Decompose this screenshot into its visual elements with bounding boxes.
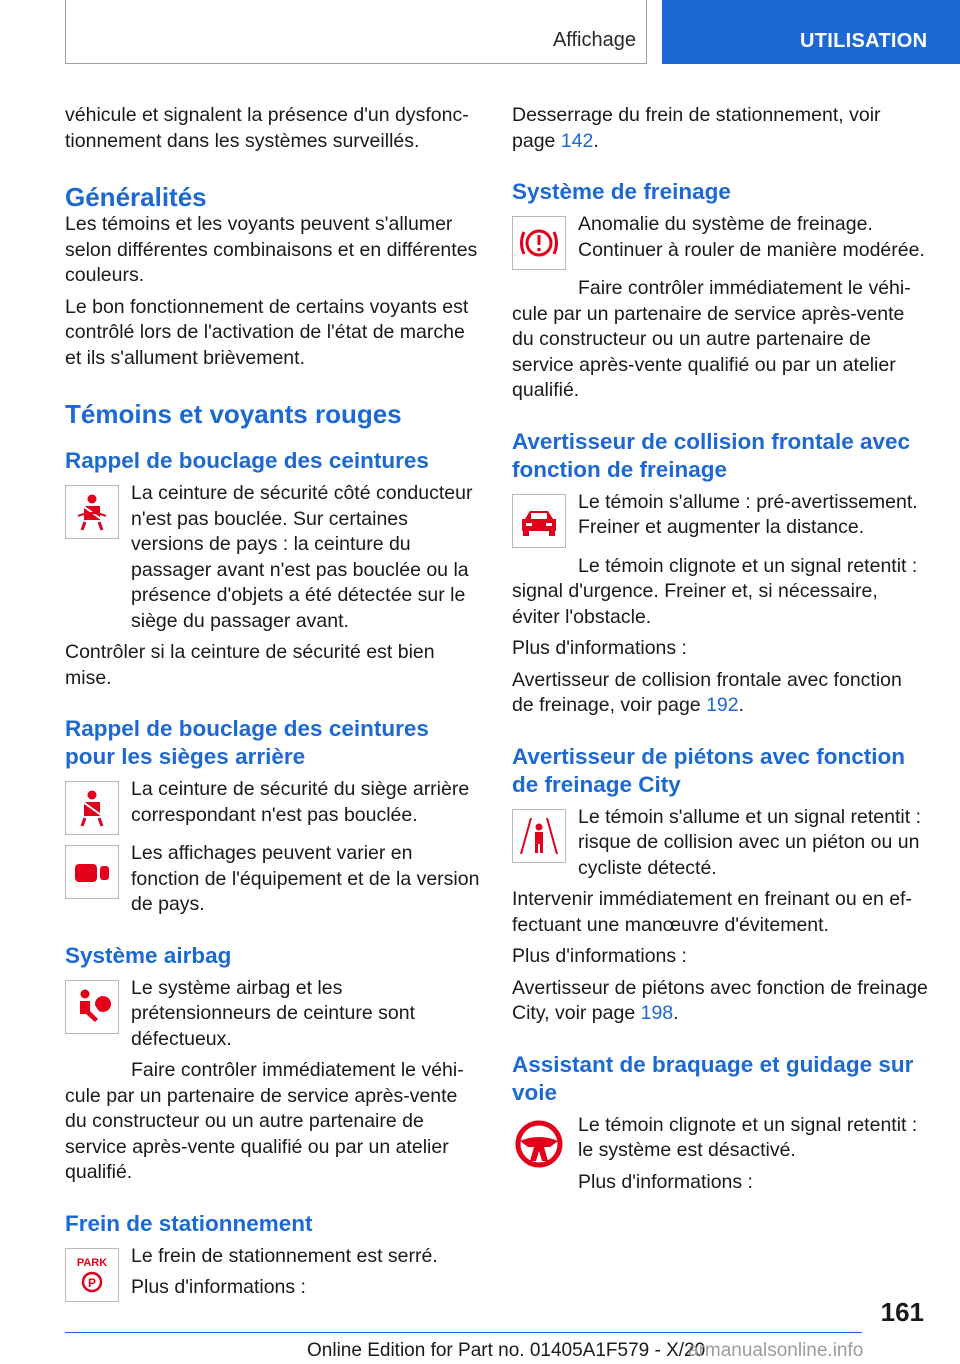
footer-edition: Online Edition for Part no. 01405A1F579 - X/20 [307,1340,706,1361]
parking-brake-icon [65,1248,119,1302]
left-column [65,103,480,1313]
svg-text:P: P [87,1275,97,1290]
seatbelt-icon [65,485,119,539]
heading-braquage: Assistant de braquage et guidage sur voie [512,1051,914,1105]
page-link-198[interactable]: 198 [640,1002,674,1024]
heading-ceintures: Rappel de bouclage des ceintures [65,448,429,473]
brake-entry [512,212,928,270]
airbag-entry [65,976,480,1053]
rear-seatbelt-entry [65,777,480,835]
paragraph: Le témoin clignote et un signal retentit : le système est désactivé. [578,1113,918,1161]
rear-seatbelt-text: La ceinture de sécurité du siège arrière correspondant n'est pas bouclée. [131,778,470,826]
rear-seatbelt-icon [65,781,119,835]
paragraph: Plus d'informations : [578,1170,753,1193]
heading-generalites: Généralités [65,182,207,212]
paragraph: Faire contrôler immédiatement le véhicule par un partenaire de service après-vente du constructeur ou un autre partenaire de service après-vente qualifié ou par un atelier qualifié. [65,1059,464,1183]
rear-seat-entry [65,841,480,918]
heading-temoins-rouges: Témoins et voyants rouges [65,399,402,429]
airbag-icon [65,980,119,1034]
paragraph: Avertisseur de piétons avec fonction de freinage City, voir page 198. [512,976,928,1024]
heading-freinage: Système de freinage [512,179,731,204]
heading-collision: Avertisseur de collision frontale avec fonction de freinage [512,428,911,482]
paragraph: Intervenir immédiatement en freinant ou en effectuant une manœuvre d'évitement. [512,888,912,936]
heading-airbag: Système airbag [65,942,232,968]
collision-car-icon [512,494,566,548]
page-number: 161 [880,1297,924,1327]
page-link-142[interactable]: 142 [560,129,594,152]
parking-brake-entry [65,1244,480,1307]
steering-wheel-icon [512,1117,566,1171]
paragraph: Le frein de stationnement est serré. [131,1244,438,1267]
heading-arriere: Rappel de bouclage des ceintures pour les sièges arrière [65,716,429,769]
pedestrian-text: Le témoin s'allume et un signal retentit : risque de collision avec un piéton ou un cycliste détecté. [578,805,921,879]
footer-watermark: armanualsonline.info [688,1340,864,1361]
footer-divider [65,1332,862,1333]
heading-frein: Frein de stationnement [65,1210,313,1236]
airbag-text: Le système airbag et les prétensionneurs de ceinture sont défectueux. [131,976,416,1050]
paragraph: Le bon fonctionnement de certains voyants est contrôlé lors de l'activation de l'état de marche et ils s'allument brièvement. [65,295,469,369]
paragraph: Avertisseur de collision frontale avec fonction de freinage, voir page 192. [512,668,902,716]
collision-text: Le témoin s'allume : pré-avertissement. Freiner et augmenter la distance. [578,490,918,538]
right-column [512,103,928,1207]
paragraph: Plus d'informations : [131,1276,306,1298]
paragraph: Contrôler si la ceinture de sécurité est bien mise. [65,641,435,689]
collision-entry [512,490,928,548]
page-link-192[interactable]: 192 [706,694,739,716]
seatbelt-text: La ceinture de sécurité côté conducteur n'est pas bouclée. Sur certaines versions de pays : la ceinture du passager avant n'est pas bouclée ou la présence d'objets a été détectée sur le siège du passager avant. [131,482,473,632]
steering-text [578,1113,928,1202]
rear-seat-icon [65,845,119,899]
brake-text: Anomalie du système de freinage. Continuer à rouler de manière modérée. [578,213,925,261]
park-label: PARK [76,1256,108,1269]
paragraph: Faire contrôler immédiatement le véhicule par un partenaire de service après-vente du constructeur ou un autre partenaire de service après-vente qualifié ou par un atelier qualifié. [512,277,911,401]
paragraph: Desserrage du frein de stationnement, voir page 142. [512,104,881,152]
heading-pietons: Avertisseur de piétons avec fonction de freinage City [512,743,906,797]
intro-text: véhicule et signalent la présence d'un dysfonctionnement dans les systèmes surveillés. [65,104,469,152]
paragraph: Les témoins et les voyants peuvent s'allumer selon différentes combinaisons et en différentes couleurs. [65,213,478,286]
rear-seat-text: Les affichages peuvent varier en fonction de l'équipement et de la version de pays. [131,842,480,915]
steering-entry [512,1113,928,1202]
paragraph: Le témoin clignote et un signal retentit : signal d'urgence. Freiner et, si nécessaire, éviter l'obstacle. [512,554,918,628]
paragraph: Plus d'informations : [512,637,687,659]
pedestrian-entry [512,805,928,882]
pedestrian-icon [512,809,566,863]
header-title: Affichage [552,29,636,51]
parking-brake-text [131,1244,480,1307]
header-tab-label[interactable]: UTILISATION [800,30,928,52]
paragraph: Plus d'informations : [512,945,687,967]
seatbelt-entry [65,481,480,634]
brake-warning-icon [512,216,566,270]
